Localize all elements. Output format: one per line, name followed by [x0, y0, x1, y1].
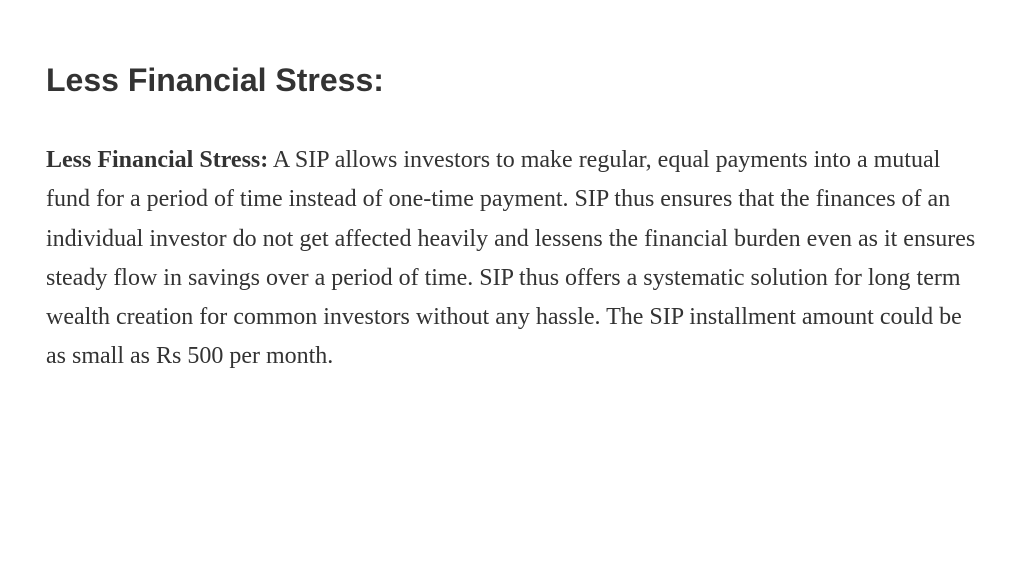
slide-title: Less Financial Stress:: [46, 62, 384, 98]
body-lead-text: Less Financial Stress:: [46, 147, 269, 173]
slide-body-paragraph: [46, 141, 981, 377]
body-text: A SIP allows investors to make regular, equal payments into a mutual fund for a period of time instead of one-time payment. SIP thus ensures that the finances of an individual investor do not get affected heavily and lessens the financial burden even as it ensures steady flow in savings over a period of time. SIP thus offers a systematic solution for long term wealth creation for common investors without any hassle. The SIP installment amount could be as small as Rs 500 per month.: [46, 147, 976, 370]
